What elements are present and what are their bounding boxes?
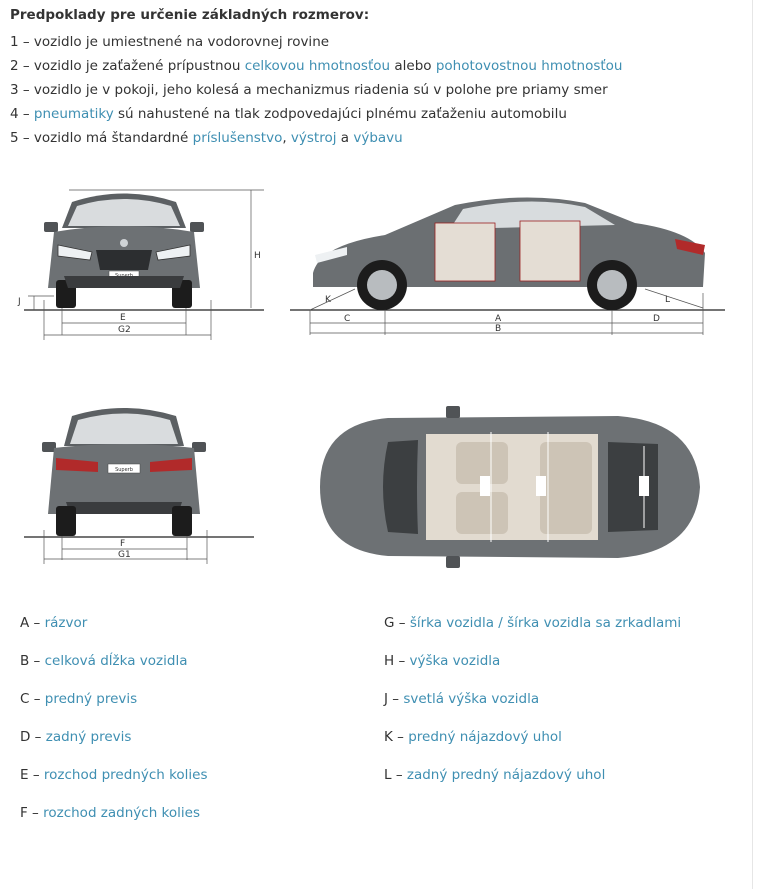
link-vybava[interactable]: výbavu [353,130,403,146]
rear-bumper-lower [66,502,182,514]
label-b: B [495,324,502,334]
intro-item-3: 3 – vozidlo je v pokoji, jeho kolesá a mechanizmus riadenia sú v polohe pre priamy smer [10,82,608,98]
label-j: J [18,297,21,307]
label-g2: G2 [118,325,131,335]
legend-item-e: E – rozchod predných kolies [20,767,208,783]
link-pneumatiky[interactable]: pneumatiky [33,106,114,122]
front-mirror-right [190,222,204,232]
intro-heading: Predpoklady pre určenie základných rozmerov: [10,7,370,23]
legend-link-e[interactable]: rozchod predných kolies [43,767,208,783]
intro-section [10,5,745,150]
label-g1: G1 [118,550,131,560]
page-right-border [752,0,753,889]
link-pohotovostna-hmotnost[interactable]: pohotovostnou hmotnosťou [435,58,623,74]
label-h: H [254,251,261,261]
rear-window [70,414,178,445]
front-logo [120,239,128,247]
label-a: A [495,314,502,324]
legend-link-h[interactable]: výška vozidla [409,653,501,669]
legend-item-b: B – celková dĺžka vozidla [20,653,188,669]
legend-link-g[interactable]: šírka vozidla / šírka vozidla sa zrkadlami [409,615,682,631]
side-open-rear-door [520,221,580,281]
side-open-front-door [435,223,495,281]
top-mirror-upper [446,406,460,418]
side-view-figure [285,183,725,338]
intro-item-2: 2 – vozidlo je zaťažené prípustnou celkovou hmotnosťou alebo pohotovostnou hmotnosťou [10,58,623,74]
link-vystroj[interactable]: výstroj [290,130,337,146]
legend-link-k[interactable]: predný nájazdový uhol [408,729,562,745]
legend-item-j: J – svetlá výška vozidla [384,691,540,707]
link-celkova-hmotnost[interactable]: celkovou hmotnosťou [244,58,391,74]
top-rear-window [608,442,658,532]
legend-item-k: K – predný nájazdový uhol [384,729,562,745]
rear-wheel-left [56,506,76,536]
link-prislusenstvo[interactable]: príslušenstvo [192,130,283,146]
legend-item-f: F – rozchod zadných kolies [20,805,200,821]
intro-item-4: 4 – pneumatiky sú nahustené na tlak zodpovedajúci plnému zaťaženiu automobilu [10,106,567,122]
top-windshield [383,440,418,534]
label-f: F [120,539,126,549]
front-mirror-left [44,222,58,232]
legend-item-l: L – zadný predný nájazdový uhol [384,767,606,783]
front-view-figure [14,180,264,340]
front-grille [96,250,152,270]
legend-item-h: H – výška vozidla [384,653,501,669]
legend-item-a: A – rázvor [20,615,88,631]
label-d: D [653,314,660,324]
legend-link-j[interactable]: svetlá výška vozidla [403,691,540,707]
rear-badge: Superb [115,467,133,473]
label-c: C [344,314,351,324]
rear-view-figure [14,402,264,564]
top-mirror-lower [446,556,460,568]
legend-link-a[interactable]: rázvor [44,615,88,631]
label-k: K [325,295,331,305]
front-bumper-lower [64,276,184,288]
legend-item-g: G – šírka vozidla / šírka vozidla sa zrkadlami [384,615,682,631]
rear-wheel-right [172,506,192,536]
legend-link-l[interactable]: zadný predný nájazdový uhol [406,767,606,783]
legend-link-b[interactable]: celková dĺžka vozidla [44,653,188,669]
legend-link-f[interactable]: rozchod zadných kolies [43,805,200,821]
label-e: E [120,313,126,323]
legend-link-c[interactable]: predný previs [44,691,138,707]
intro-item-5: 5 – vozidlo má štandardné príslušenstvo, výstroj a výbavu [10,130,403,146]
legend-item-c: C – predný previs [20,691,138,707]
top-view-figure [308,402,706,572]
legend-link-d[interactable]: zadný previs [45,729,132,745]
intro-item-1: 1 – vozidlo je umiestnené na vodorovnej rovine [10,34,330,50]
label-l: L [665,295,671,305]
legend-item-d: D – zadný previs [20,729,132,745]
